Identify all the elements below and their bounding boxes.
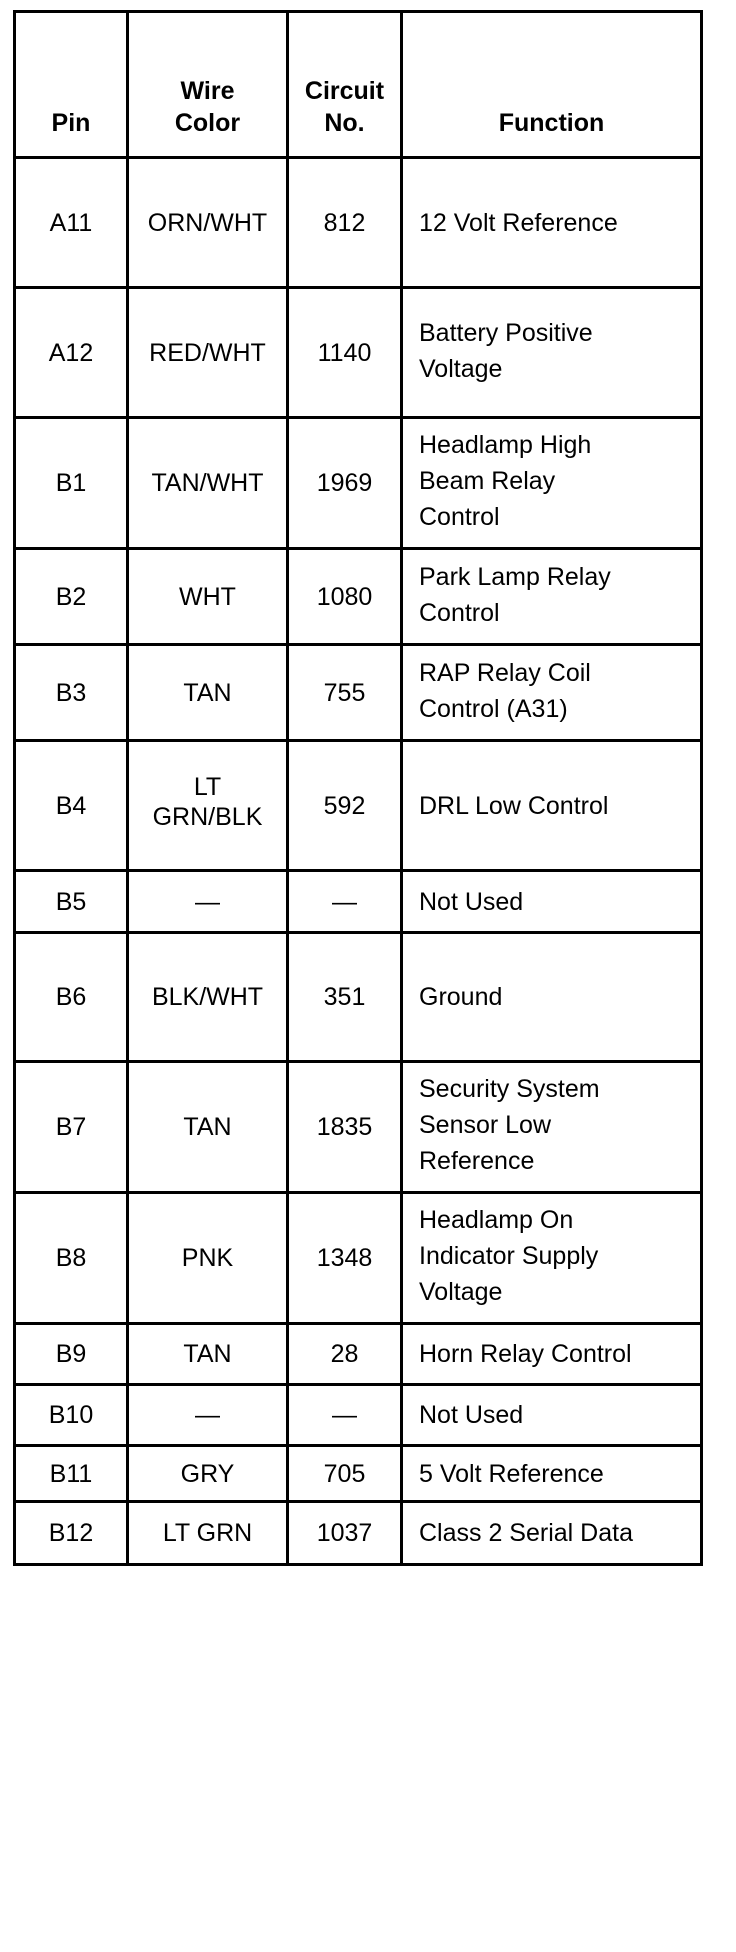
cell-function (402, 871, 702, 933)
cell-function (402, 288, 702, 418)
cell-pin: B4 (15, 741, 128, 871)
table-row (15, 645, 702, 741)
table-row (15, 1446, 702, 1502)
cell-pin: B2 (15, 549, 128, 645)
table-row (15, 1502, 702, 1565)
wire-color-text: WHT (179, 582, 236, 611)
header-pin: Pin (15, 12, 128, 158)
cell-circuit-no: 812 (288, 158, 402, 288)
wire-color-text: — (195, 1401, 220, 1429)
header-circuit-no-label: Circuit No. (304, 77, 385, 137)
cell-wire-color (128, 1385, 288, 1446)
wire-color-text: TAN (183, 1340, 232, 1368)
function-text: Class 2 Serial Data (419, 1519, 633, 1547)
cell-circuit-no: 351 (288, 933, 402, 1062)
cell-circuit-no: 592 (288, 741, 402, 871)
function-text: Park Lamp Relay Control (419, 562, 611, 627)
table-row (15, 158, 702, 288)
cell-pin: B5 (15, 871, 128, 933)
cell-wire-color (128, 288, 288, 418)
cell-circuit-no: — (288, 871, 402, 933)
cell-circuit-no: 1348 (288, 1193, 402, 1324)
cell-function (402, 1385, 702, 1446)
wire-color-text: LT GRN (162, 1519, 253, 1547)
table-row (15, 933, 702, 1062)
function-text: DRL Low Control (419, 791, 609, 820)
cell-pin: B1 (15, 418, 128, 549)
cell-function (402, 158, 702, 288)
cell-pin: B8 (15, 1193, 128, 1324)
cell-circuit-no: 1037 (288, 1502, 402, 1565)
connector-pinout-table (13, 10, 703, 1566)
function-text: Headlamp On Indicator Supply Voltage (419, 1206, 599, 1306)
table-row (15, 418, 702, 549)
wire-color-text: LT GRN/BLK (152, 773, 263, 831)
cell-pin: A11 (15, 158, 128, 288)
cell-wire-color (128, 741, 288, 871)
function-text: Not Used (419, 887, 524, 916)
cell-function (402, 1502, 702, 1565)
cell-circuit-no: 1835 (288, 1062, 402, 1193)
cell-function (402, 1193, 702, 1324)
cell-function (402, 549, 702, 645)
function-text: 12 Volt Reference (419, 208, 618, 237)
cell-pin: A12 (15, 288, 128, 418)
function-text: Security System Sensor Low Reference (419, 1075, 600, 1175)
cell-wire-color (128, 1324, 288, 1385)
table-body (15, 158, 702, 1565)
header-circuit-no (288, 12, 402, 158)
cell-wire-color (128, 871, 288, 933)
cell-wire-color (128, 1446, 288, 1502)
wire-color-text: — (195, 887, 220, 916)
cell-wire-color (128, 645, 288, 741)
cell-circuit-no: 755 (288, 645, 402, 741)
table-row (15, 871, 702, 933)
cell-pin: B10 (15, 1385, 128, 1446)
cell-wire-color (128, 933, 288, 1062)
table-row (15, 1062, 702, 1193)
cell-wire-color (128, 1193, 288, 1324)
function-text: Horn Relay Control (419, 1340, 632, 1368)
cell-pin: B11 (15, 1446, 128, 1502)
table-row (15, 549, 702, 645)
cell-function (402, 645, 702, 741)
header-row (15, 12, 702, 158)
cell-circuit-no: — (288, 1385, 402, 1446)
wire-color-text: BLK/WHT (151, 983, 264, 1011)
function-text: 5 Volt Reference (419, 1459, 604, 1488)
function-text: Ground (419, 983, 503, 1011)
function-text: Not Used (419, 1401, 524, 1429)
cell-function (402, 418, 702, 549)
function-text: Headlamp High Beam Relay Control (419, 431, 592, 531)
function-text: Battery Positive Voltage (419, 318, 593, 383)
wire-color-text: TAN (183, 1113, 232, 1141)
cell-circuit-no: 705 (288, 1446, 402, 1502)
cell-function (402, 741, 702, 871)
cell-pin: B3 (15, 645, 128, 741)
header-wire-color-label: Wire Color (174, 77, 241, 137)
cell-function (402, 1062, 702, 1193)
cell-circuit-no: 1140 (288, 288, 402, 418)
wire-color-text: TAN/WHT (151, 469, 264, 497)
cell-circuit-no: 1080 (288, 549, 402, 645)
cell-function (402, 1446, 702, 1502)
table-row (15, 741, 702, 871)
wire-color-text: RED/WHT (149, 338, 266, 367)
cell-wire-color (128, 158, 288, 288)
wire-color-text: TAN (183, 678, 232, 707)
cell-pin: B9 (15, 1324, 128, 1385)
cell-wire-color (128, 1502, 288, 1565)
cell-circuit-no: 1969 (288, 418, 402, 549)
cell-circuit-no: 28 (288, 1324, 402, 1385)
header-function: Function (402, 12, 702, 158)
wire-color-text: GRY (180, 1459, 235, 1488)
cell-function (402, 933, 702, 1062)
table-row (15, 1385, 702, 1446)
cell-wire-color (128, 418, 288, 549)
cell-pin: B12 (15, 1502, 128, 1565)
wire-color-text: PNK (181, 1244, 234, 1272)
table-row (15, 1193, 702, 1324)
cell-function (402, 1324, 702, 1385)
cell-wire-color (128, 549, 288, 645)
table-row (15, 1324, 702, 1385)
cell-pin: B7 (15, 1062, 128, 1193)
wire-color-text: ORN/WHT (147, 208, 268, 237)
cell-wire-color (128, 1062, 288, 1193)
cell-pin: B6 (15, 933, 128, 1062)
header-wire-color (128, 12, 288, 158)
table-row (15, 288, 702, 418)
function-text: RAP Relay Coil Control (A31) (419, 658, 591, 723)
